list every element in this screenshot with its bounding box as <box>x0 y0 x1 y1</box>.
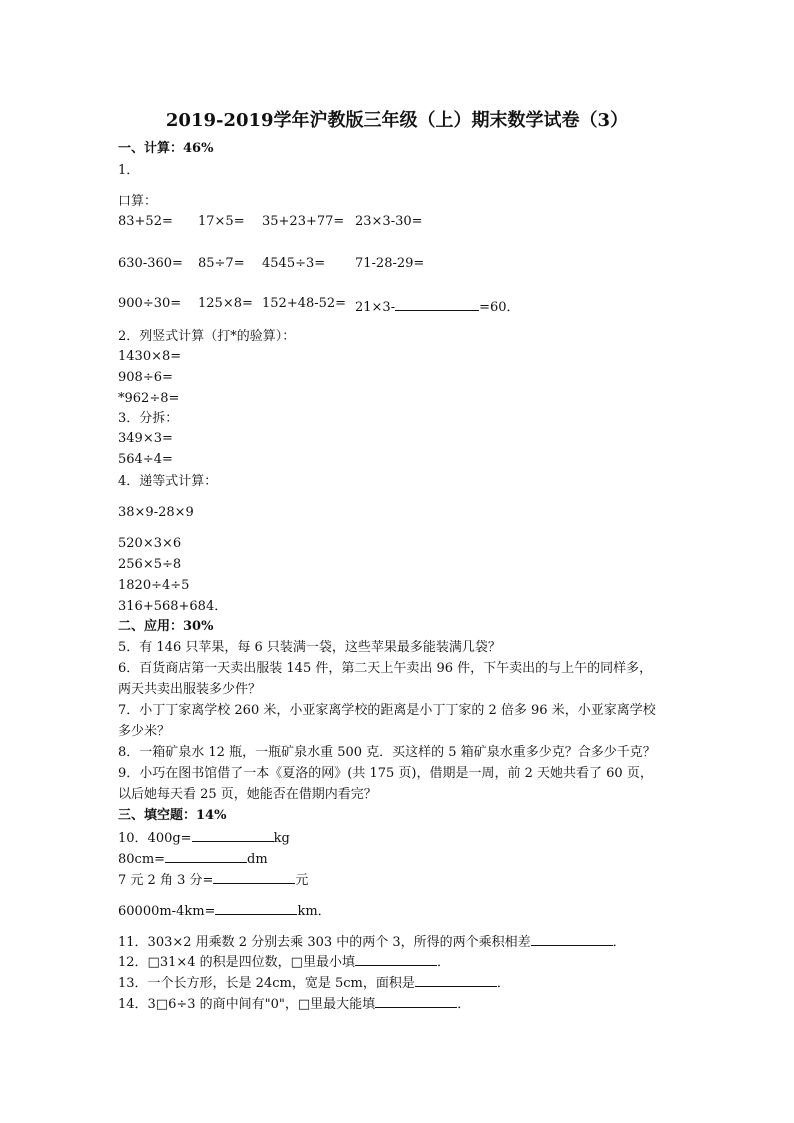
oral-item: 630-360= <box>118 256 183 271</box>
q10-b-text: 80cm= <box>118 852 166 867</box>
question-14 <box>118 994 470 1014</box>
question-5: 5．有 146 只苹果，每 6 只装满一袋，这些苹果最多能装满几袋？ <box>118 640 501 655</box>
question-10-a <box>118 828 290 848</box>
oral-item: 125×8= <box>198 296 253 311</box>
exam-title: 2019-2019学年沪教版三年级（上）期末数学试卷（3） <box>165 110 629 131</box>
q4-item: 520×3×6 <box>118 536 182 551</box>
q11-end: ． <box>612 935 626 950</box>
q10-b-unit: dm <box>247 852 268 867</box>
oral-item: 83+52= <box>118 214 173 229</box>
q4-item: 1820÷4÷5 <box>118 578 190 593</box>
q10-a-text: 10．400g= <box>118 831 192 846</box>
oral-item: 4545÷3= <box>262 256 326 271</box>
question-6-line1: 6．百货商店第一天卖出服装 145 件，第二天上午卖出 96 件，下午卖出的与上午的同样多， <box>118 661 653 676</box>
oral-item: 17×5= <box>198 214 245 229</box>
answer-blank[interactable] <box>395 297 479 311</box>
question-4: 4．递等式计算： <box>118 474 218 489</box>
q10-d-unit: km． <box>297 904 331 919</box>
question-9-line2: 以后她每天看 25 页，她能否在借期内看完？ <box>118 787 377 802</box>
q10-d-text: 60000m-4km= <box>118 904 216 919</box>
q2-item: *962÷8= <box>118 391 180 406</box>
question-6-line2: 两天共卖出服装多少件？ <box>118 682 262 697</box>
q11-text: 11．303×2 用乘数 2 分别去乘 303 中的两个 3，所得的两个乘积相差 <box>118 935 531 950</box>
answer-blank[interactable] <box>192 828 274 842</box>
q14-end: ． <box>457 997 471 1012</box>
question-7-line2: 多少米？ <box>118 724 171 739</box>
q13-text: 13．一个长方形，长是 24cm，宽是 5cm，面积是 <box>118 976 415 991</box>
answer-blank[interactable] <box>213 870 295 884</box>
question-7-line1: 7．小丁丁家离学校 260 米，小亚家离学校的距离是小丁丁家的 2 倍多 96 米，小亚家离学校 <box>118 703 656 718</box>
oral-item: 900÷30= <box>118 296 182 311</box>
answer-blank[interactable] <box>531 932 613 946</box>
oral-item: 71-28-29= <box>355 256 425 271</box>
q2-item: 1430×8= <box>118 349 182 364</box>
question-10-d <box>118 901 331 921</box>
oral-item: 23×3-30= <box>355 214 423 229</box>
oral-item-with-blank <box>355 296 520 315</box>
question-12 <box>118 952 450 972</box>
oral-item: 35+23+77= <box>262 214 345 229</box>
question-10-c <box>118 870 308 890</box>
answer-blank[interactable] <box>215 901 297 915</box>
q14-text: 14．3□6÷3 的商中间有"0"，□里最大能填 <box>118 997 376 1012</box>
section-calculation: 一、计算：46% <box>118 141 214 156</box>
q2-item: 908÷6= <box>118 370 173 385</box>
q12-end: ． <box>436 955 450 970</box>
question-8: 8．一箱矿泉水 12 瓶，一瓶矿泉水重 500 克．买这样的 5 箱矿泉水重多少克？合多少千克？ <box>118 745 656 760</box>
question-2: 2．列竖式计算（打*的验算）： <box>118 329 296 344</box>
section-fill-in: 三、填空题：14% <box>118 808 227 823</box>
question-1-number: 1． <box>118 163 140 178</box>
section-application: 二、应用：30% <box>118 619 214 634</box>
q10-c-unit: 元 <box>295 873 309 888</box>
q4-item: 38×9-28×9 <box>118 505 194 520</box>
oral-label: 口算： <box>118 194 158 209</box>
oral-item: 152+48-52= <box>262 296 347 311</box>
q13-end: ． <box>496 976 510 991</box>
question-13 <box>118 973 510 993</box>
question-9-line1: 9．小巧在图书馆借了一本《夏洛的网》(共 175 页)，借期是一周，前 2 天她共看了 60 页， <box>118 766 653 781</box>
question-10-b <box>118 849 268 869</box>
q3-item: 564÷4= <box>118 452 173 467</box>
q4-item: 316+568+684． <box>118 599 228 614</box>
oral-item: 21×3- <box>355 300 396 315</box>
question-3: 3．分拆： <box>118 411 179 426</box>
q10-c-text: 7 元 2 角 3 分= <box>118 873 214 888</box>
question-11 <box>118 932 626 952</box>
oral-item: 85÷7= <box>198 256 245 271</box>
answer-blank[interactable] <box>375 994 457 1008</box>
answer-blank[interactable] <box>165 849 247 863</box>
answer-blank[interactable] <box>355 952 437 966</box>
q12-text: 12．□31×4 的积是四位数，□里最小填 <box>118 955 355 970</box>
answer-blank[interactable] <box>415 973 497 987</box>
q10-a-unit: kg <box>273 831 290 846</box>
q4-item: 256×5÷8 <box>118 557 182 572</box>
oral-tail: =60． <box>479 300 520 315</box>
q3-item: 349×3= <box>118 431 173 446</box>
